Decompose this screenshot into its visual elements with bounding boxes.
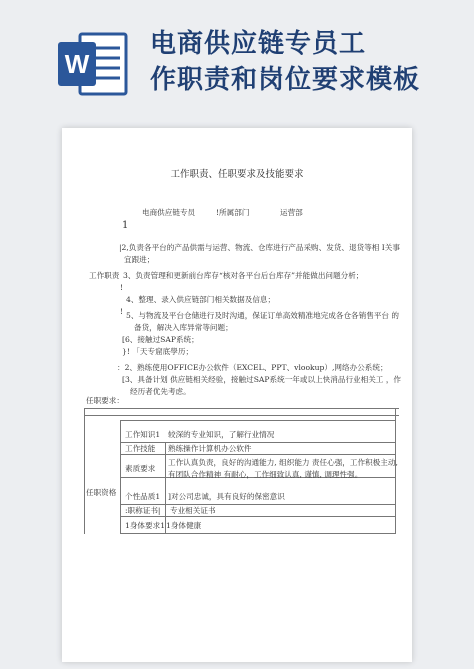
skill-2b: 经历者优先考虑。 (130, 387, 191, 396)
row-value: 专业相关证书 (170, 506, 216, 515)
row-value: 1身体健康 (166, 521, 202, 530)
row-value: ]对公司忠诚，具有良好的保密意识 (168, 492, 285, 501)
duty-6: }! 「天专窟底學历； (122, 347, 194, 356)
icon-letter: W (64, 49, 90, 79)
qualification-label: 任职资格 (86, 488, 117, 497)
row-label: 素质要求 (125, 464, 156, 473)
position-name: 电商供应链专员 (142, 208, 196, 217)
duty-5: [6、接触过SAP系统； (122, 335, 199, 344)
row-label: :职称证书| (125, 506, 161, 515)
skill-2a: [3、具备计划 供应链相关经验，接触过SAP系统一年或以上快消品行业相关工 ，作 (122, 375, 402, 384)
row-value: 较深的专业知识，了解行业情况 (168, 430, 275, 439)
row-value: 熟练操作计算机办公软件 (168, 444, 252, 453)
mark-a: ! (120, 283, 124, 292)
duty-4b: 备货，解决入库异常等问题； (134, 323, 233, 332)
duties-label: 工作职责 (89, 271, 120, 280)
document-page (62, 128, 412, 662)
skill-1: ：2、熟练使用OFFICE办公软件（EXCEL、PPT、vlookup）,网络办公系统； (117, 363, 388, 372)
row-value: 有团队合作精神 有耐心，工作细致认真, 谨慎, 调理性强。 (168, 470, 363, 479)
banner (0, 0, 474, 112)
document-title: 工作职责、任职要求及技能要求 (170, 169, 304, 180)
title-line-1: 电商供应链专员工 (150, 29, 367, 59)
title-line-2: 作职责和岗位要求模板 (150, 65, 421, 95)
row-label: 工作知识1 (125, 430, 161, 439)
row-label: 个性品质1 (125, 492, 161, 501)
dept-label: !所属部门 (216, 208, 250, 217)
row-label: 1身体要求1 (125, 521, 166, 530)
page-title (150, 26, 470, 98)
row-value: 工作认真负责，良好的沟通能力, 组织能力 责任心强，工作积极主动, (168, 458, 398, 467)
duty-4a: 5、与物流及平台仓储进行及时沟通，保证订单高效精准地完成各仓各销售平台 的 (126, 311, 400, 320)
mark-b: ! (120, 307, 124, 316)
requirements-label: 任职要求： (86, 396, 124, 405)
word-doc-icon (58, 32, 128, 96)
dept-value: 运营部 (280, 208, 303, 217)
duty-1b: 宜跟进； (124, 255, 155, 264)
marker: 1 (122, 220, 129, 231)
duty-3: 4、整理、录入供应链部门相关数据及信息； (126, 295, 276, 304)
duty-1a: |2,负责各平台的产品供需与运营、物流、仓库进行产品采购、发货、退货等相 I关事 (119, 243, 400, 252)
row-label: 工作技能 (125, 444, 156, 453)
duty-2: 3、负责管理和更新前台库存“核对各平台后台库存”并能做出问题分析； (123, 271, 364, 280)
